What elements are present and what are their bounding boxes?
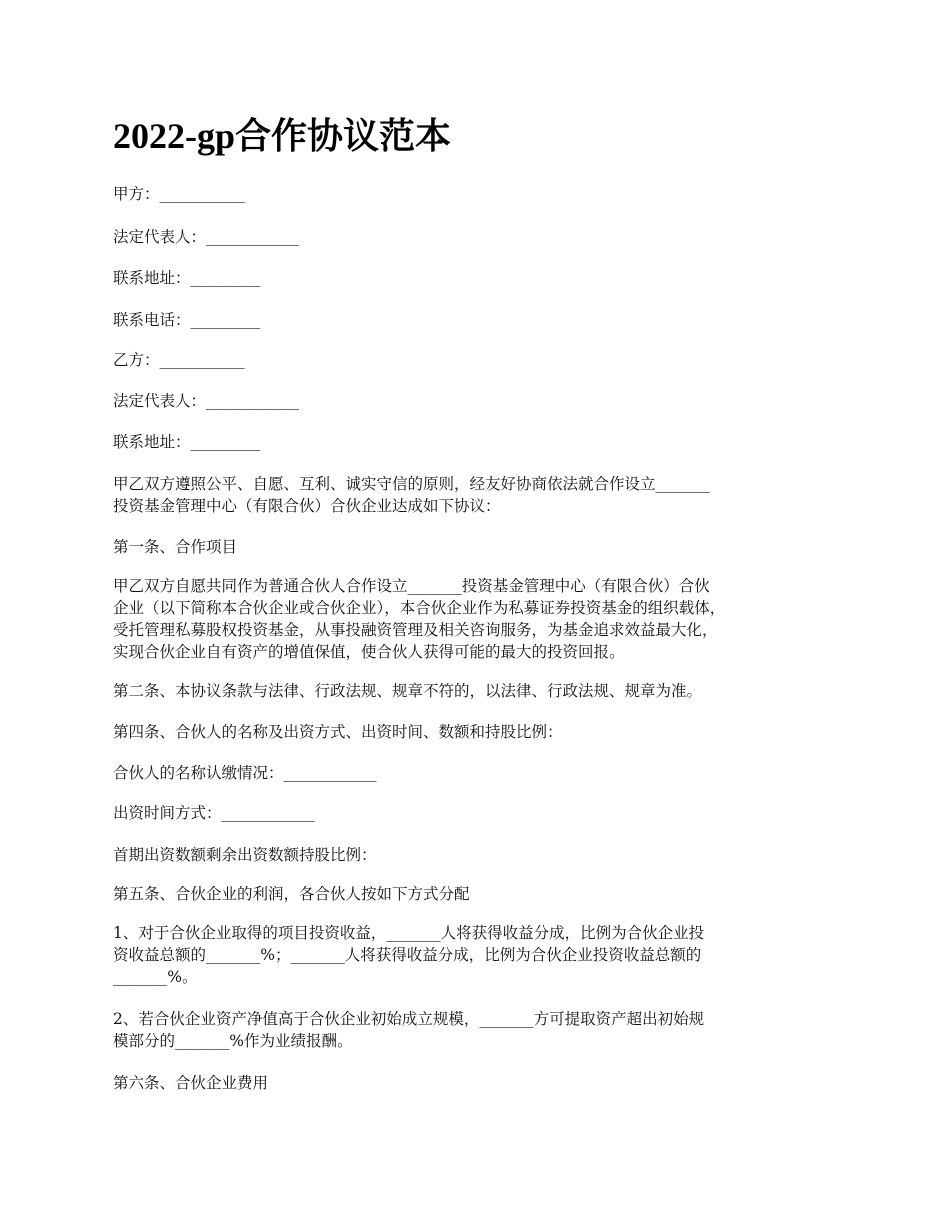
article-4-heading: 第四条、合伙人的名称及出资方式、出资时间、数额和持股比例： [113, 723, 563, 741]
article-5-heading: 第五条、合伙企业的利润，各合伙人按如下方式分配 [113, 885, 470, 903]
party-a-line: 甲方：___________ [113, 185, 245, 203]
article-2-paragraph: 第二条、本协议条款与法律、行政法规、规章不符的，以法律、行政法规、规章为准。 [113, 682, 703, 700]
profit-clause-2: 2、若合伙企业资产净值高于合伙企业初始成立规模，_______方可提取资产超出初始规 模部分的_______%作为业绩报酬。 [113, 1010, 705, 1050]
article-1-heading: 第一条、合作项目 [113, 538, 238, 556]
party-a-address-line: 联系地址：_________ [113, 269, 261, 287]
party-b-representative-line: 法定代表人：____________ [113, 392, 300, 410]
party-b-address-line: 联系地址：_________ [113, 433, 261, 451]
article-1-body: 甲乙双方自愿共同作为普通合伙人合作设立_______投资基金管理中心（有限合伙）合伙 企业（以下简称本合伙企业或合伙企业），本合伙企业作为私募证券投资基金的组织载体， 受托管理私募股权投资基金，从事投融资管理及相关咨询服务，为基金追求效益最大化， 实现合伙企业自有资产的增值保值，使合伙人获得可能的最大的投资回报。 [113, 577, 726, 661]
partner-subscription-line: 合伙人的名称认缴情况：____________ [113, 764, 377, 782]
party-a-representative-line: 法定代表人：____________ [113, 228, 300, 246]
agreement-intro-paragraph: 甲乙双方遵照公平、自愿、互利、诚实守信的原则，经友好协商依法就合作设立_______ 投资基金管理中心（有限合伙）合伙企业达成如下协议： [113, 475, 710, 515]
contribution-time-line: 出资时间方式：____________ [113, 804, 315, 822]
contribution-amount-line: 首期出资数额剩余出资数额持股比例： [113, 846, 377, 864]
party-a-phone-line: 联系电话：_________ [113, 311, 261, 329]
article-6-heading: 第六条、合伙企业费用 [113, 1074, 269, 1092]
party-b-line: 乙方：___________ [113, 351, 245, 369]
document-title: 2022-gp合作协议范本 [113, 116, 452, 156]
profit-clause-1: 1、对于合伙企业取得的项目投资收益，_______人将获得收益分成，比例为合伙企业投 资收益总额的_______%；_______人将获得收益分成，比例为合伙企业投资收益总额的 _______%。 [113, 924, 705, 986]
